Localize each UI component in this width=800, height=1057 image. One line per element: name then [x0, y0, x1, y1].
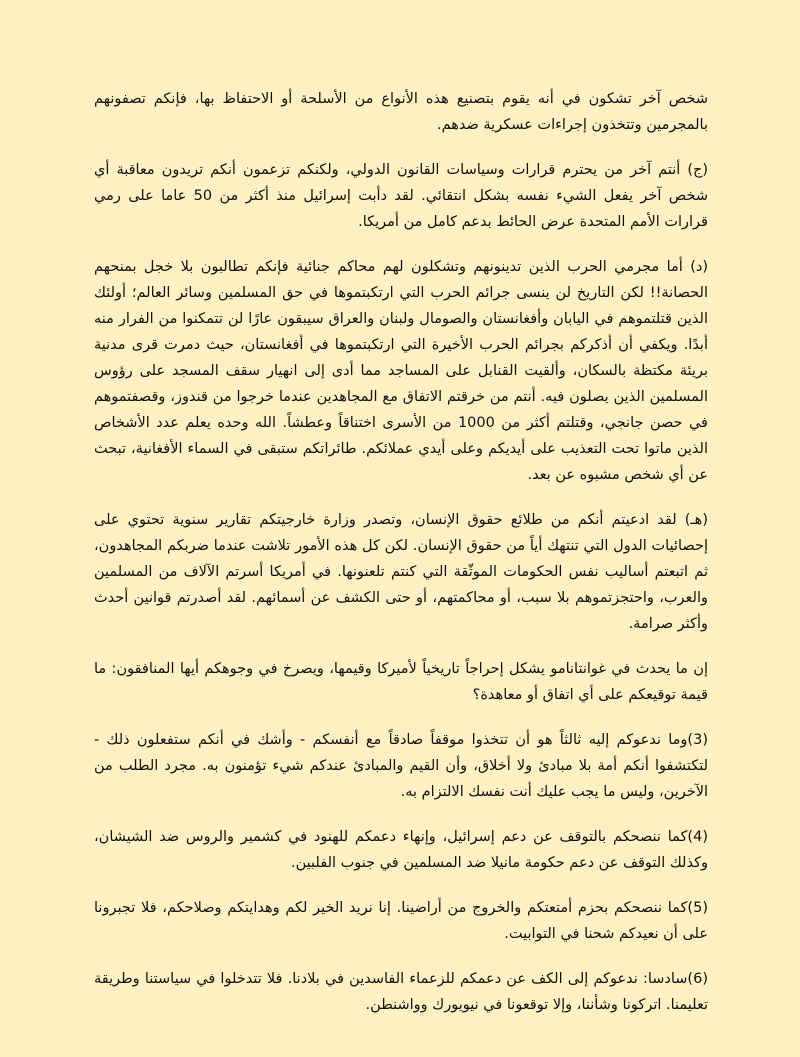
paragraph-4: (4)كما ننصحكم بالتوقف عن دعم إسرائيل، وإنهاء دعمكم للهنود في كشمير والروس ضد الشيشان، وكذلك التوقف عن دعم حكومة مانيلا ضد المسلمين في جنوب الفلبين.	[94, 829, 708, 871]
paragraph-6: (6)سادسا: ندعوكم إلى الكف عن دعمكم للزعماء الفاسدين في بلادنا. فلا تتدخلوا في سياستنا وطريقة تعليمنا. اتركونا وشأننا، وإلا توقعونا في نيويورك وواشنطن.	[94, 971, 708, 1013]
paragraph-5: (5)كما ننصحكم بحزم أمتعتكم والخروج من أراضينا. إنا نريد الخير لكم وهدايتكم وصلاحكم، فلا تجبرونا على أن نعيدكم شحنا في التوابيت.	[94, 900, 708, 942]
paragraph-continuation: شخص آخر تشكون في أنه يقوم بتصنيع هذه الأنواع من الأسلحة أو الاحتفاظ بها، فإنكم تصفونهم بالمجرمين وتتخذون إجراءات عسكرية ضدهم.	[94, 91, 708, 133]
paragraph-c: (ج) أنتم آخر من يحترم قرارات وسياسات القانون الدولي، ولكنكم تزعمون أنكم تريدون معاقبة أي شخص آخر يفعل الشيء نفسه بشكل انتقائي. لقد دأبت إسرائيل منذ أكثر من 50 عاما على رمي قرارات الأمم المتحدة عرض الحائط بدعم كامل من أمريكا.	[94, 162, 708, 230]
paragraph-e: (هـ) لقد ادعيتم أنكم من طلائع حقوق الإنسان، وتصدر وزارة خارجيتكم تقارير سنوية تحتوي على إحصائيات الدول التي تنتهك أياً من حقوق الإنسان. لكن كل هذه الأمور تلاشت عندما ضربكم المجاهدون، ثم اتبعتم أساليب نفس الحكومات الموثّقة التي كنتم تلعنونها. في أمريكا أسرتم الآلاف من المسلمين والعرب، واحتجزتموهم بلا سبب، أو محاكمتهم، أو حتى الكشف عن أسمائهم. لقد أصدرتم قوانين أحدث وأكثر صرامة.	[94, 512, 708, 632]
paragraph-3: (3)وما ندعوكم إليه ثالثاً هو أن تتخذوا موقفاً صادقاً مع أنفسكم - وأشك في أنكم ستفعلون ذلك - لتكتشفوا أنكم أمة بلا مبادئ ولا أخلاق، وأن القيم والمبادئ عندكم شيء تؤمنون به. مجرد الطلب من الآخرين، وليس ما يجب عليك أنت نفسك الالتزام به.	[94, 732, 708, 800]
paragraph-d: (د) أما مجرمي الحرب الذين تدينونهم وتشكلون لهم محاكم جنائية فإنكم تطالبون بلا خجل بمنحهم الحصانة!! لكن التاريخ لن ينسى جرائم الحرب التي ارتكبتموها في حق المسلمين وسائر العالم؛ أولئك الذين قتلتموهم في اليابان وأفغانستان والصومال ولبنان والعراق سيبقون عارًا لن تتمكنوا من الفرار منه أبدًا. ويكفي أن أذكركم بجرائم الحرب الأخيرة التي ارتكبتموها في أفغانستان، حيث دمرت قرى مدنية بريئة مكتظة بالسكان، وألقيت القنابل على المساجد مما أدى إلى انهيار سقف المسجد على رؤوس المسلمين الذين يصلون فيه. أنتم من خرقتم الاتفاق مع المجاهدين عندما خرجوا من قندوز، وقصفتموهم في حصن جانجي، وقتلتم أكثر من 1000 من الأسرى اختناقاً وعطشاً. الله وحده يعلم عدد الأشخاص الذين ماتوا تحت التعذيب على أيديكم وعلى أيدي عملائكم. طائراتكم ستبقى في السماء الأفغانية، تبحث عن أي شخص مشبوه عن بعد.	[94, 259, 708, 483]
paragraph-guantanamo: إن ما يحدث في غوانتانامو يشكل إحراجاً تاريخياً لأميركا وقيمها، ويصرخ في وجوهكم أيها المنافقون: ما قيمة توقيعكم على أي اتفاق أو معاهدة؟	[94, 661, 708, 703]
